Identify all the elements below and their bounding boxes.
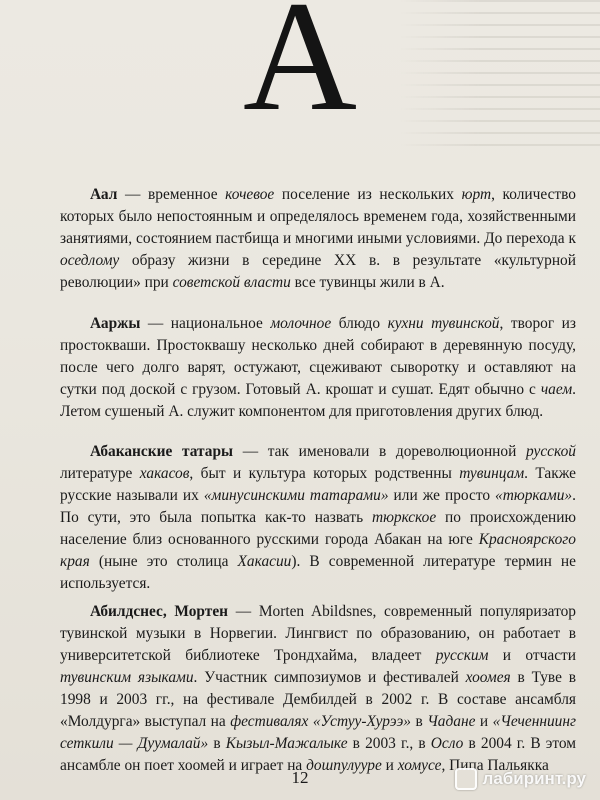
italic-term: «минусинскими татарами»: [203, 487, 389, 504]
watermark: [455, 768, 586, 790]
entry-text: . По сути, это была попытка как-то назвать: [60, 487, 576, 526]
entry-text: . Летом сушеный А. служит компонентом для приготовления других блюд.: [60, 381, 576, 420]
entry-text: , количество которых было непостоянным и определялось временем года, хозяйственными занятиями, состоянием пастбища и многими иными условиями. До перехода к: [60, 186, 576, 247]
italic-term: «Чеченниинг сеткили — Дуумалай»: [60, 713, 576, 752]
italic-term: советской власти: [172, 274, 291, 291]
entry-text: в Туве в 1998 и 2003 гг., на фестивале Дембилдей в 2002 г. В составе ансамбля «Молдурга» выступал на: [60, 669, 576, 730]
entry-text: , Пипа Пальякка: [441, 757, 549, 774]
italic-term: тувинским языками: [60, 669, 194, 686]
entry-text: — временное: [117, 186, 226, 203]
italic-term: юрт: [461, 186, 492, 203]
section-letter: А: [242, 0, 358, 144]
entry-text: — так именовали в дореволюционной: [233, 443, 527, 460]
entry-text: в 2003 г., в: [347, 735, 431, 752]
entry-text: . Участник симпозиумов и фестивалей: [193, 669, 466, 686]
italic-term: тувинцам: [459, 465, 525, 482]
page-number: 12: [291, 768, 309, 787]
italic-term: хакасов: [139, 465, 190, 482]
entry-abildsnes: [60, 601, 576, 777]
italic-term: фестивалях: [230, 713, 309, 730]
italic-term: кухни тувинской: [387, 315, 500, 332]
entry-text: , быт и культура которых родственны: [189, 465, 460, 482]
entry-term: Ааржы: [90, 315, 141, 332]
labirint-logo-icon: [455, 768, 477, 790]
italic-term: русским: [435, 647, 489, 664]
italic-term: дошпулууре: [306, 757, 382, 774]
italic-term: тюркское: [371, 509, 437, 526]
entry-text: — национальное: [140, 315, 271, 332]
entry-text: . Также русские называли их: [60, 465, 576, 504]
italic-term: оседлому: [60, 252, 120, 269]
italic-term: Чадане: [427, 713, 476, 730]
italic-term: хоомея: [465, 669, 511, 686]
entry-text: по происхождению население близ основанного русскими города Абакан на юге: [60, 509, 576, 548]
entry-text: ). В современной литературе термин не используется.: [60, 553, 576, 592]
italic-term: «Устуу-Хурээ»: [312, 713, 411, 730]
entry-aal: [60, 184, 576, 294]
entry-text: (ныне это столица: [89, 553, 238, 570]
entry-text: — Morten Abildsnes, современный популяризатор тувинской музыки в Норвегии. Лингвист по образованию, он работает в университетской библиотеке Трондхайма, владеет: [60, 603, 576, 664]
entry-text: поселение из нескольких: [274, 186, 462, 203]
italic-term: чаем: [540, 381, 573, 398]
italic-term: Хакасии: [237, 553, 292, 570]
entry-term: Абаканские татары: [90, 443, 234, 460]
entry-text: блюдо: [331, 315, 388, 332]
watermark-text: лабиринт.ру: [482, 769, 586, 788]
entry-text: и: [381, 757, 398, 774]
entry-text: и отчасти: [488, 647, 576, 664]
italic-term: Осло: [430, 735, 464, 752]
entry-text: литературе: [60, 465, 140, 482]
italic-term: Красноярского края: [60, 531, 576, 570]
entry-text: в 2004 г. В этом ансамбле он поет хоомей и играет на: [60, 735, 577, 774]
entry-text: в: [208, 735, 226, 752]
entry-abakan-tatars: [60, 441, 576, 595]
entry-text: , творог из простокваши. Простоквашу несколько дней собирают в деревянную посуду, после чего долго варят, остужают, сцеживают сыворотку и оставляют на сутки под доской с грузом. Готовый А. крошат и сушат. Едят обычно с: [60, 315, 576, 398]
entry-text: все тувинцы жили в А.: [290, 274, 445, 291]
italic-term: хомусе: [397, 757, 442, 774]
entry-text: или же просто: [388, 487, 496, 504]
entry-term: Аал: [90, 186, 118, 203]
entry-term: Абилдснес, Мортен: [90, 603, 229, 620]
italic-term: «тюрками»: [495, 487, 573, 504]
italic-term: русской: [526, 443, 577, 460]
entry-text: образу жизни в середине XX в. в результате «культурной революции» при: [60, 252, 576, 291]
entry-text: в: [411, 713, 428, 730]
entry-aarzhy: [60, 313, 576, 423]
italic-term: молочное: [270, 315, 332, 332]
italic-term: Кызыл-Мажалыке: [225, 735, 348, 752]
entry-text: и: [475, 713, 493, 730]
italic-term: кочевое: [225, 186, 275, 203]
